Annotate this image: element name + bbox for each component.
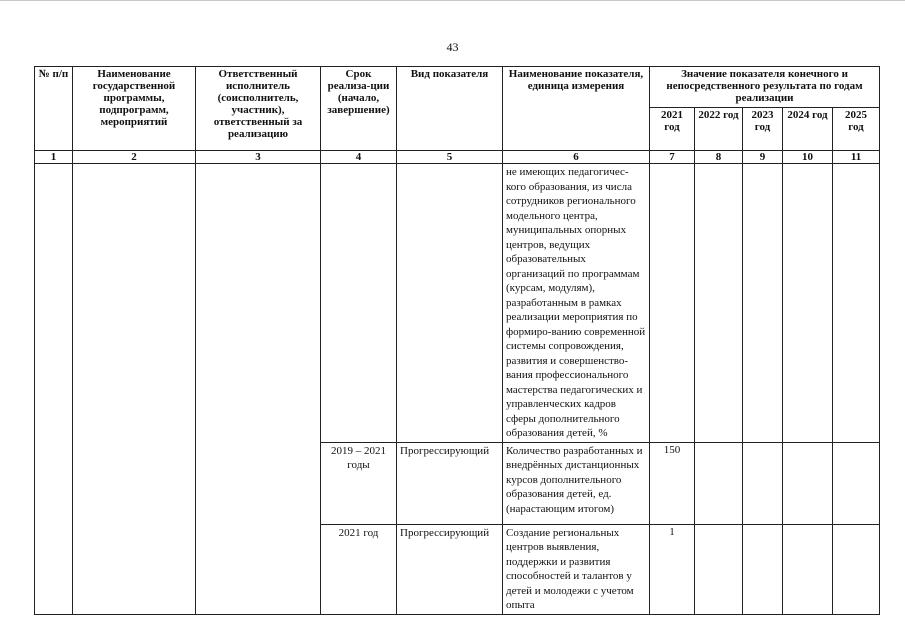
indicator-type-cell: Прогрессирующий — [397, 524, 503, 614]
value-2023-cell — [743, 442, 783, 524]
header-indicator-name: Наименование показателя, единица измерения — [503, 67, 650, 151]
value-2024-cell — [783, 164, 833, 443]
term-cell — [321, 164, 397, 443]
header-program-name: Наименование государственной программы, подпрограмм, мероприятий — [73, 67, 196, 151]
column-number: 8 — [695, 151, 743, 164]
column-number: 10 — [783, 151, 833, 164]
column-number: 3 — [196, 151, 321, 164]
value-2022-cell — [695, 524, 743, 614]
column-number: 4 — [321, 151, 397, 164]
term-cell: 2021 год — [321, 524, 397, 614]
indicator-name-cell: Количество разработанных и внедрённых дистанционных курсов дополнительного образования детей, ед. (нарастающим итогом) — [503, 442, 650, 524]
header-term: Срок реализа-ции (начало, завершение) — [321, 67, 397, 151]
indicators-table — [34, 66, 880, 615]
value-2021-cell: 150 — [650, 442, 695, 524]
column-number: 5 — [397, 151, 503, 164]
column-number: 1 — [35, 151, 73, 164]
indicator-name-cell: Создание региональных центров выявления, поддержки и развития способностей и талантов у детей и молодежи с учетом опыта — [503, 524, 650, 614]
value-2022-cell — [695, 164, 743, 443]
value-2024-cell — [783, 442, 833, 524]
value-2021-cell — [650, 164, 695, 443]
value-2021-cell: 1 — [650, 524, 695, 614]
page-number: 43 — [446, 40, 459, 54]
value-2025-cell — [833, 524, 880, 614]
value-2023-cell — [743, 164, 783, 443]
indicator-type-cell: Прогрессирующий — [397, 442, 503, 524]
header-year-2025: 2025 год — [833, 108, 880, 151]
indicator-type-cell — [397, 164, 503, 443]
table-row — [35, 164, 880, 443]
column-number: 11 — [833, 151, 880, 164]
value-2022-cell — [695, 442, 743, 524]
executor-cell — [196, 164, 321, 615]
top-scan-edge — [0, 0, 905, 1]
value-2025-cell — [833, 164, 880, 443]
value-2025-cell — [833, 442, 880, 524]
header-values-group: Значение показателя конечного и непосредственного результата по годам реализации — [650, 67, 880, 108]
header-executor: Ответственный исполнитель (соисполнитель, участник), ответственный за реализацию — [196, 67, 321, 151]
value-2024-cell — [783, 524, 833, 614]
column-number: 7 — [650, 151, 695, 164]
header-year-2021: 2021 год — [650, 108, 695, 151]
indicator-name-cell: не имеющих педагогичес-кого образования, из числа сотрудников регионального модельного центра, муниципальных опорных центров, ведущих образовательных организаций по программам (курсам, модулям), разработанным в рамках реализации мероприятия по формиро-ванию современной системы сопровождения, развития и совершенство-вания профессионального мастерства педагогических и управленческих кадров сферы дополнительного образования детей, % — [503, 164, 650, 443]
term-cell: 2019 – 2021 годы — [321, 442, 397, 524]
header-year-2022: 2022 год — [695, 108, 743, 151]
column-number: 2 — [73, 151, 196, 164]
header-year-2023: 2023 год — [743, 108, 783, 151]
header-indicator-type: Вид показателя — [397, 67, 503, 151]
program-name-cell — [73, 164, 196, 615]
value-2023-cell — [743, 524, 783, 614]
header-number: № п/п — [35, 67, 73, 151]
column-number: 6 — [503, 151, 650, 164]
number-cell — [35, 164, 73, 615]
column-number: 9 — [743, 151, 783, 164]
header-year-2024: 2024 год — [783, 108, 833, 151]
column-numbers-row — [35, 151, 880, 164]
